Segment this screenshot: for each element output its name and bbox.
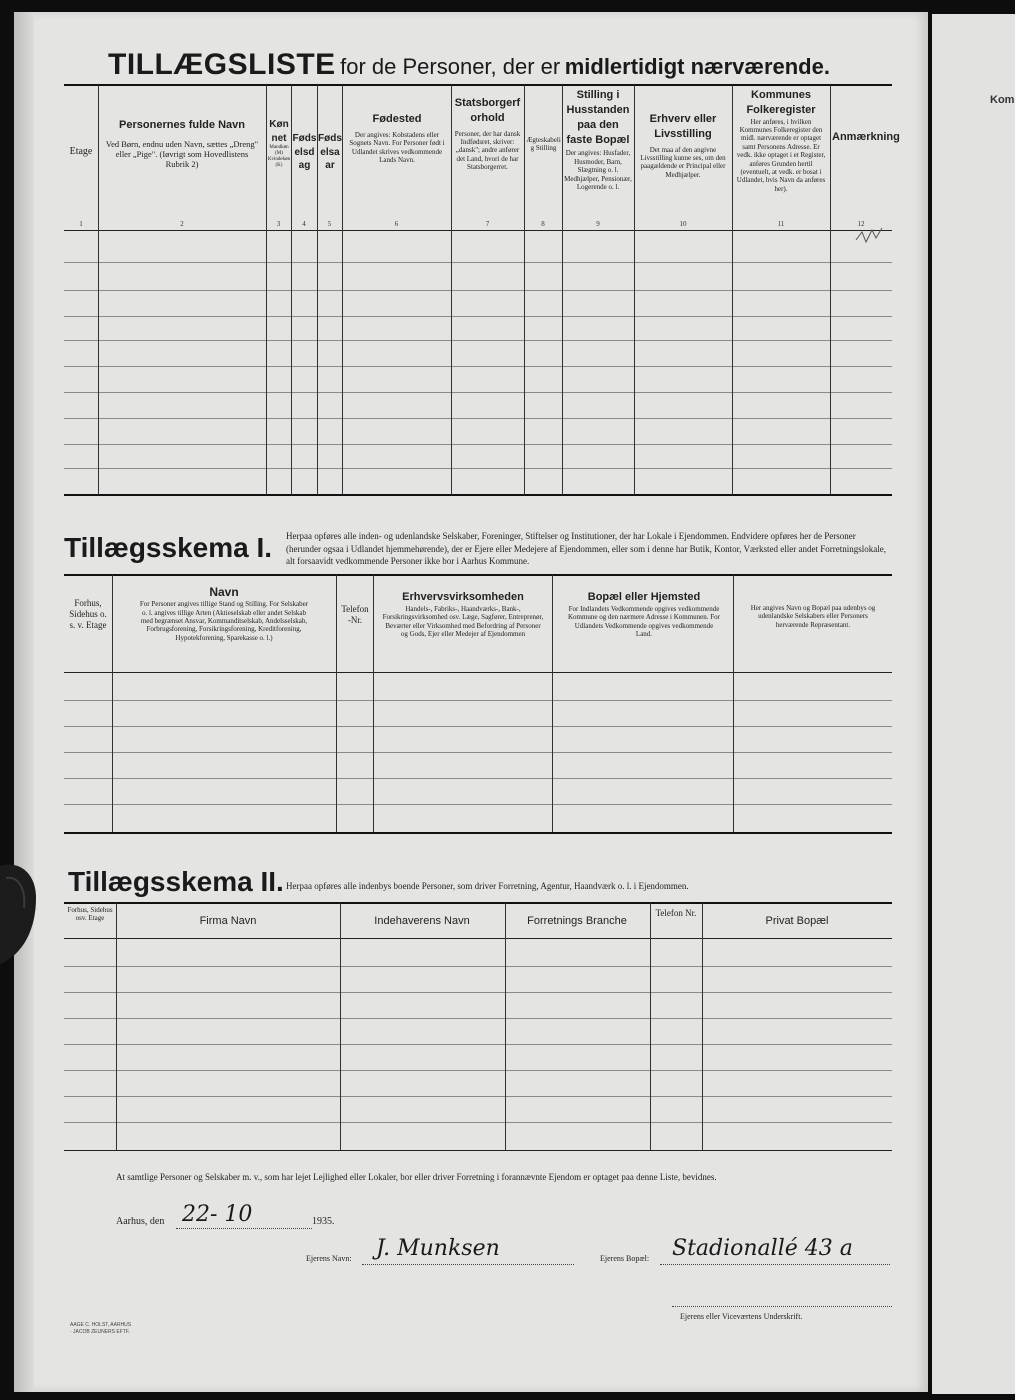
printer-mark: AAGE C. HOLST, AARHUS · JACOB ZEUNERS EFTF. — [70, 1322, 132, 1335]
colnum-10: 10 — [679, 220, 687, 228]
next-page-fragment: Kom — [990, 94, 1015, 106]
s1-col-etage: Forhus, Sidehus o. s. v. Etage — [69, 598, 107, 630]
page-binding — [14, 12, 34, 1392]
s1-col-address: Bopæl eller Hjemsted For Indlandets Vedkommende opgives vedkommende Kommune og den nærmere Adresse i Kommunen. For Udlandets Vedkommende opgives vedkommende Land. — [567, 591, 721, 639]
s2-col-phone: Telefon Nr. — [655, 908, 697, 918]
colnum-3: 3 — [276, 220, 281, 228]
s1-col-representative: Her angives Navn og Bopæl paa udenbys og udenlandske Selskabers eller Personers herværende Repræsentant. — [750, 604, 876, 629]
finger-shadow — [0, 858, 40, 968]
next-page-edge — [932, 14, 1015, 1394]
s2-col-address: Privat Bopæl — [765, 915, 829, 927]
colnum-9: 9 — [596, 220, 600, 228]
s2-col-branch: Forretnings Branche — [527, 915, 627, 927]
col-gender: Kønnet Mandkøn (M) Kvindekøn (K) — [267, 119, 291, 168]
col-name: Personernes fulde Navn Ved Børn, endnu uden Navn, sættes „Dreng" eller „Pige". (Iøvrigt som Hovedlistens Rubrik 2) — [105, 119, 259, 170]
s1-col-name: Navn For Personer angives tillige Stand og Stilling. For Selskaber o. l. angives tillige Arten (Aktieselskab eller andet Selskab med begrænset Ansvar, Kommanditselskab, Andelsselskab, Forbrugsforening, Forsikringsforening, Kreditforening, Hypotekforening, Sparekasse o. l.) — [139, 585, 309, 642]
s1-col-phone: Telefon-Nr. — [341, 604, 369, 625]
handwritten-date: 22- 10 — [182, 1202, 253, 1227]
pencil-mark — [852, 222, 886, 248]
owner-name-signature: J. Munksen — [376, 1236, 500, 1261]
skema1-title: Tillægsskema I. — [64, 532, 273, 563]
col-occupation: Erhverv eller Livsstilling Det maa af den angivne Livsstilling kunne ses, om den paagældende er Principal eller Medhjælper. — [640, 113, 726, 179]
col-register: Kommunes Folkeregister Her anføres, i hvilken Kommunes Folkeregister den midl. nærværende er optaget samt Personens Adresse. Er vedk. ikke optaget i et Register, anføres Grunden hertil (eventuelt, at vedk. er bosat i Udlandet, hvis Navn da anføres her). — [736, 89, 826, 193]
col-marital: Ægteskabelig Stilling — [526, 136, 561, 153]
colnum-4: 4 — [302, 220, 306, 228]
owner-address-label: Ejerens Bopæl: — [600, 1254, 650, 1263]
skema2-intro: Herpaa opføres alle indenbys boende Personer, som driver Forretning, Agentur, Haandværk o. l. i Ejendommen. — [286, 881, 689, 891]
page-title: TILLÆGSLISTE for de Personer, der er midlertidigt nærværende. — [108, 48, 830, 81]
colnum-2: 2 — [180, 220, 184, 228]
colnum-5: 5 — [327, 220, 332, 228]
col-household: Stilling i Husstanden paa den faste Bopæl Der angives: Husfader, Husmoder, Barn, Slægtning o. l. Medhjælper, Pensionær, Logerende o. l. — [564, 89, 632, 191]
col-birthday: Fødselsdag — [292, 133, 317, 171]
s1-col-business: Erhvervsvirksomheden Handels-, Fabriks-, Haandværks-, Bank-, Forsikringsvirksomhed osv. Læge, Sagfører, Entreprenør, Beværter eller Virksomhed med Befordring af Personer og Gods, Ejer eller Medejer af Ejendommen — [382, 591, 544, 639]
place-label: Aarhus, den — [116, 1216, 165, 1227]
colnum-7: 7 — [485, 220, 490, 228]
year: 1935. — [312, 1216, 335, 1227]
owner-name-label: Ejerens Navn: — [306, 1254, 352, 1263]
colnum-11: 11 — [777, 220, 785, 228]
col-citizenship: Statsborgerforhold Personer, der har dansk Indfødsret, skriver: „dansk"; andre anfører det Land, hvori de har Statsborgerret. — [454, 97, 521, 172]
colnum-12: 12 — [857, 220, 865, 228]
signature-label: Ejerens eller Viceværtens Underskrift. — [680, 1312, 803, 1321]
col-birthyear: Fødselsaar — [318, 133, 342, 171]
col-birthplace: Fødested Der angives: Kobstadens eller Sognets Navn. For Personer født i Udlandet skrives vedkommende Lands Navn. — [349, 113, 445, 165]
colnum-6: 6 — [394, 220, 399, 228]
colnum-1: 1 — [79, 220, 83, 228]
colnum-8: 8 — [541, 220, 545, 228]
skema1-intro: Herpaa opføres alle inden- og udenlandske Selskaber, Foreninger, Stiftelser og Institutioner, der har Lokale i Ejendommen. Endvidere opføres her de Personer (herunder ogsaa i Udlandet hjemmehørende), der er Ejere eller Medejere af Ejendommen, eller som i denne har Butik, Kontor, Værksted eller andet Forretningslokale, alt forsaavidt vedkommende Personer ikke bor i Aarhus Kommune. — [286, 531, 887, 567]
s2-col-firm: Firma Navn — [199, 915, 257, 927]
s2-col-owner: Indehaverens Navn — [374, 915, 470, 927]
owner-address-handwritten: Stadionallé 43 a — [672, 1236, 853, 1261]
skema2-title: Tillægsskema II. — [68, 866, 284, 897]
s2-col-etage: Forhus, Sidehus osv. Etage — [67, 906, 113, 923]
declaration: At samtlige Personer og Selskaber m. v., som har lejet Lejlighed eller Lokaler, bor eller driver Forretning i forannævnte Ejendom er optaget paa denne Liste, bevidnes. — [116, 1172, 717, 1182]
col-etage: Etage — [69, 146, 93, 157]
col-remarks: Anmærkning — [832, 131, 900, 143]
document-page — [14, 12, 928, 1392]
